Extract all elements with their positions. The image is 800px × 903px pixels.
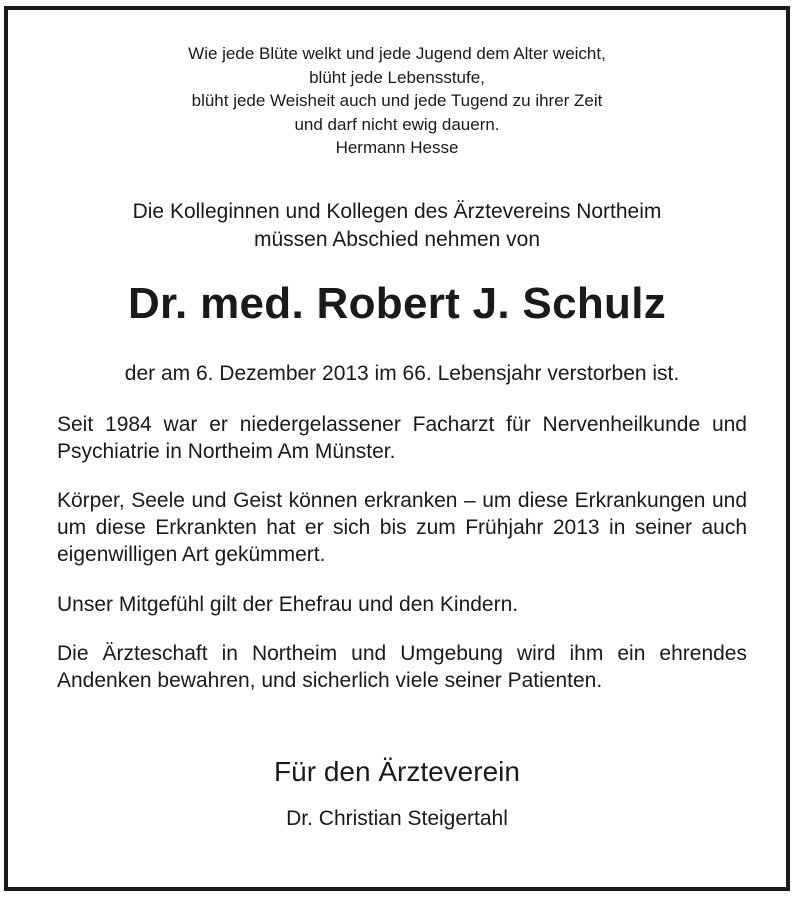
remembrance-paragraph: Die Ärzteschaft in Northeim und Umgebung wird ihm ein ehrendes Andenken bewahren, und sicherlich viele seiner Patienten. [57, 642, 747, 693]
poem-line: und darf nicht ewig dauern. [294, 114, 500, 134]
poem-line: blüht jede Weisheit auch und jede Tugend zu ihrer Zeit [191, 91, 603, 111]
intro-line: Die Kolleginnen und Kollegen des Ärztevereins Northeim [132, 200, 662, 223]
signer-name: Dr. Christian Steigertahl [286, 807, 508, 830]
poem-line: Wie jede Blüte welkt und jede Jugend dem Alter weicht, [188, 44, 606, 63]
poem-quote [8, 42, 786, 160]
intro-text [8, 198, 786, 254]
poem-line: blüht jede Lebensstufe, [309, 67, 485, 87]
care-paragraph: Körper, Seele und Geist können erkranken – um diese Erkrankungen und um diese Erkrankten hat er sich bis zum Frühjahr 2013 in seiner auch eigenwilligen Art gekümmert. [57, 489, 747, 567]
intro-line: müssen Abschied nehmen von [253, 228, 540, 251]
deceased-name: Dr. med. Robert J. Schulz [127, 279, 667, 328]
career-paragraph: Seit 1984 war er niedergelassener Facharzt für Nervenheilkunde und Psychiatrie in Northeim Am Münster. [57, 413, 747, 464]
condolence-paragraph: Unser Mitgefühl gilt der Ehefrau und den Kindern. [57, 593, 519, 616]
poem-author: Hermann Hesse [335, 138, 459, 158]
death-notice-paragraph: der am 6. Dezember 2013 im 66. Lebensjahr verstorben ist. [124, 362, 680, 385]
obituary-frame [4, 6, 790, 891]
signoff: Für den Ärzteverein [274, 756, 520, 787]
